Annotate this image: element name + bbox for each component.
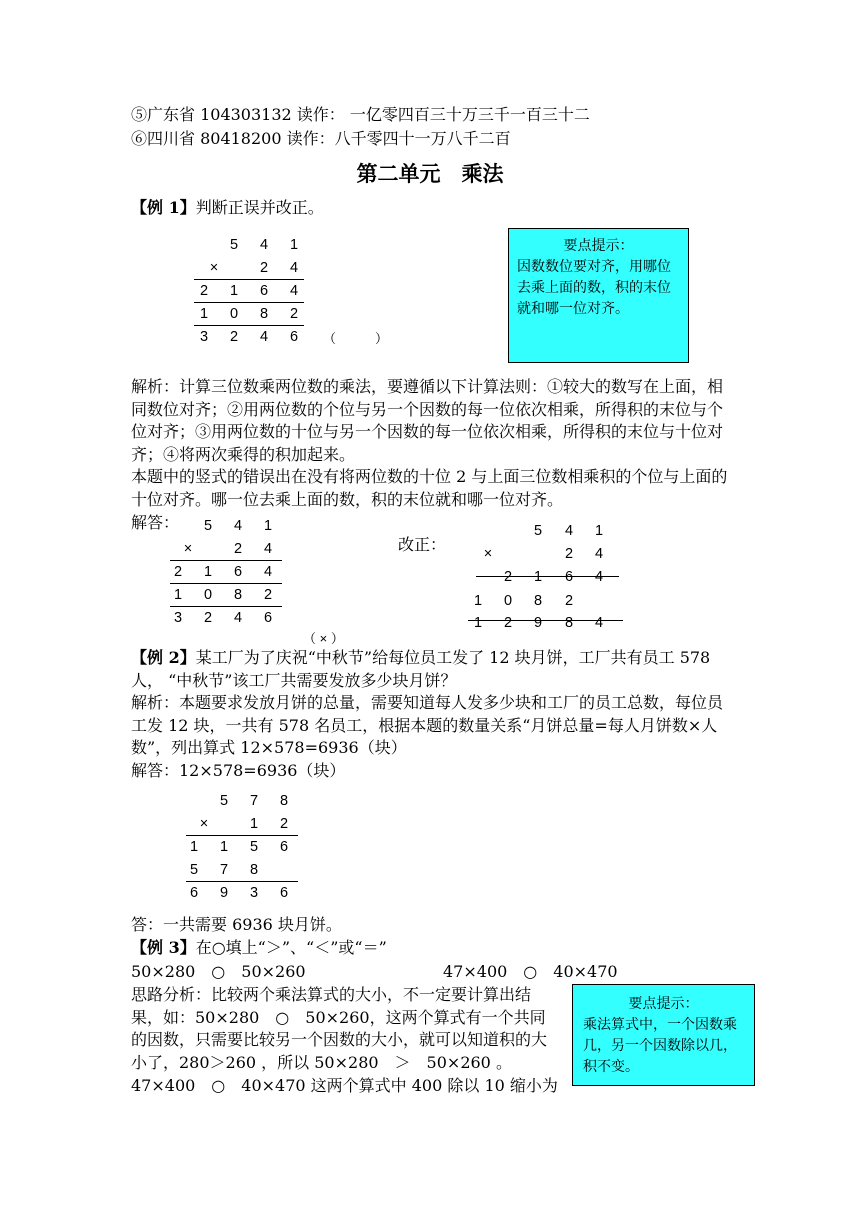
multiply-sign: × <box>199 816 209 832</box>
example2-answer: 解答：12×578=6936（块） <box>131 761 346 780</box>
digit: 1 <box>263 518 273 534</box>
digit: 3 <box>249 885 259 901</box>
digit: 9 <box>533 615 543 631</box>
digit: 8 <box>249 862 259 878</box>
digit: 6 <box>289 329 299 345</box>
province-line-6: ⑥四川省 80418200 读作：八千零四十一万八千二百 <box>131 129 511 148</box>
digit: 2 <box>259 260 269 276</box>
digit: 2 <box>233 541 243 557</box>
digit: 1 <box>173 587 183 603</box>
strike-line <box>468 620 623 621</box>
digit: 6 <box>279 885 289 901</box>
calc-row <box>192 257 312 279</box>
example1-label: 【例 1】 <box>131 198 196 217</box>
example3-expr1: 50×280 ○ 50×260 <box>131 962 306 981</box>
digit: 8 <box>564 615 574 631</box>
calc-row <box>192 280 312 302</box>
digit: 5 <box>533 523 543 539</box>
correct-label: 改正： <box>398 535 447 554</box>
digit: 2 <box>263 587 273 603</box>
answer-calc <box>170 515 290 633</box>
digit: 1 <box>203 564 213 580</box>
strike-line <box>476 576 619 577</box>
digit: 5 <box>203 518 213 534</box>
digit: 1 <box>533 569 543 585</box>
digit: 4 <box>289 283 299 299</box>
calc-row <box>192 303 312 325</box>
digit: 4 <box>233 518 243 534</box>
digit: 6 <box>189 885 199 901</box>
example3-last-line: 47×400 ○ 40×470 这两个算式中 400 除以 10 缩小为 <box>131 1076 558 1095</box>
digit: 6 <box>259 283 269 299</box>
example2-question <box>131 647 729 692</box>
digit: 6 <box>564 569 574 585</box>
tip-box-1 <box>508 228 689 363</box>
digit: 1 <box>473 615 483 631</box>
digit: 0 <box>503 593 513 609</box>
digit: 4 <box>594 546 604 562</box>
tip-text: 因数数位要对齐，用哪位去乘上面的数，积的末位就和哪一位对齐。 <box>517 259 671 317</box>
digit: 4 <box>594 569 604 585</box>
tip-title: 要点提示： <box>563 238 634 254</box>
digit: 8 <box>533 593 543 609</box>
digit: 1 <box>473 593 483 609</box>
digit: 2 <box>503 615 513 631</box>
digit: 7 <box>249 793 259 809</box>
digit: 1 <box>219 839 229 855</box>
digit: 3 <box>173 610 183 626</box>
digit: 2 <box>279 816 289 832</box>
example1-calc <box>192 234 332 352</box>
answer-mark: （ × ） <box>303 631 344 646</box>
example2-question-text: 某工厂为了庆祝“中秋节”给每位员工发了 12 块月饼，工厂共有员工 578 人， “中秋节”该工厂共需要发放多少块月饼？ <box>131 648 711 690</box>
digit: 7 <box>219 862 229 878</box>
digit: 5 <box>219 793 229 809</box>
digit: 4 <box>594 615 604 631</box>
digit: 4 <box>233 610 243 626</box>
example1-heading <box>131 197 324 219</box>
multiply-sign: × <box>183 541 193 557</box>
digit: 5 <box>189 862 199 878</box>
digit: 2 <box>199 283 209 299</box>
digit: 8 <box>233 587 243 603</box>
example1-question: 判断正误并改正。 <box>195 198 324 217</box>
digit: 1 <box>189 839 199 855</box>
digit: 1 <box>229 283 239 299</box>
example1-analysis: 解析：计算三位数乘两位数的乘法，要遵循以下计算法则：①较大的数写在上面，相同数位对齐；②用两位数的个位与另一个因数的每一位依次相乘，所得积的末位与个位对齐；③用两位数的十位与另一个因数的每一位依次相乘，所得积的末位与十位对齐；④将两次乘得的积加起来。 <box>131 377 724 464</box>
unit-title: 第二单元 乘法 <box>356 162 504 186</box>
example1-explain: 本题中的竖式的错误出在没有将两位数的十位 2 与上面三位数相乘积的个位与上面的十位对齐。哪一位去乘上面的数，积的末位就和哪一位对齐。 <box>131 467 728 509</box>
digit: 8 <box>279 793 289 809</box>
digit: 5 <box>229 237 239 253</box>
digit: 6 <box>263 610 273 626</box>
example2-calc <box>186 790 306 908</box>
digit: 6 <box>233 564 243 580</box>
example3-label: 【例 3】 <box>131 938 196 957</box>
digit: 3 <box>199 329 209 345</box>
tip-box-2 <box>572 984 755 1086</box>
province-line-5: ⑤广东省 104303132 读作： 一亿零四百三十万三千一百三十二 <box>131 105 590 124</box>
digit: 4 <box>263 541 273 557</box>
tip-title: 要点提示： <box>628 996 699 1012</box>
digit: 2 <box>289 306 299 322</box>
calc-row <box>192 326 312 348</box>
digit: 5 <box>249 839 259 855</box>
example2-analysis: 解析：本题要求发放月饼的总量，需要知道每人发多少块和工厂的员工总数，每位员工发 12 块，一共有 578 名员工，根据本题的数量关系“月饼总量=每人月饼数×人数”，列出算式 12×578=6936（块） <box>131 693 724 757</box>
digit: 0 <box>229 306 239 322</box>
corrected-calc <box>468 520 628 638</box>
digit: 8 <box>259 306 269 322</box>
digit: 2 <box>564 593 574 609</box>
digit: 2 <box>229 329 239 345</box>
digit: 1 <box>289 237 299 253</box>
digit: 4 <box>289 260 299 276</box>
digit: 1 <box>594 523 604 539</box>
digit: 2 <box>203 610 213 626</box>
digit: 9 <box>219 885 229 901</box>
example2-label: 【例 2】 <box>131 648 196 667</box>
digit: 4 <box>259 329 269 345</box>
example3-heading <box>131 937 387 959</box>
digit: 4 <box>259 237 269 253</box>
multiply-sign: × <box>483 546 493 562</box>
example3-question: 在○填上“＞”、“＜”或“＝” <box>195 938 387 957</box>
example2-conclusion: 答：一共需要 6936 块月饼。 <box>131 915 342 934</box>
digit: 2 <box>564 546 574 562</box>
digit: 1 <box>249 816 259 832</box>
digit: 6 <box>279 839 289 855</box>
digit: 0 <box>203 587 213 603</box>
digit: 4 <box>564 523 574 539</box>
tip-text: 乘法算式中，一个因数乘几，另一个因数除以几，积不变。 <box>583 1017 737 1075</box>
multiply-sign: × <box>209 260 219 276</box>
example3-analysis: 思路分析：比较两个乘法算式的大小，不一定要计算出结果，如：50×280 ○ 50×260，这两个算式有一个共同的因数，只需要比较另一个因数的大小，就可以知道积的大小了，280＞260 ，所以 50×280 ＞ 50×260 。 <box>131 985 548 1072</box>
digit: 2 <box>503 569 513 585</box>
answer-label: 解答： <box>131 513 180 532</box>
digit: 4 <box>263 564 273 580</box>
digit: 1 <box>199 306 209 322</box>
answer-parentheses: （ ） <box>323 331 389 346</box>
calc-row <box>192 234 312 256</box>
example3-expr2: 47×400 ○ 40×470 <box>443 962 618 981</box>
digit: 2 <box>173 564 183 580</box>
